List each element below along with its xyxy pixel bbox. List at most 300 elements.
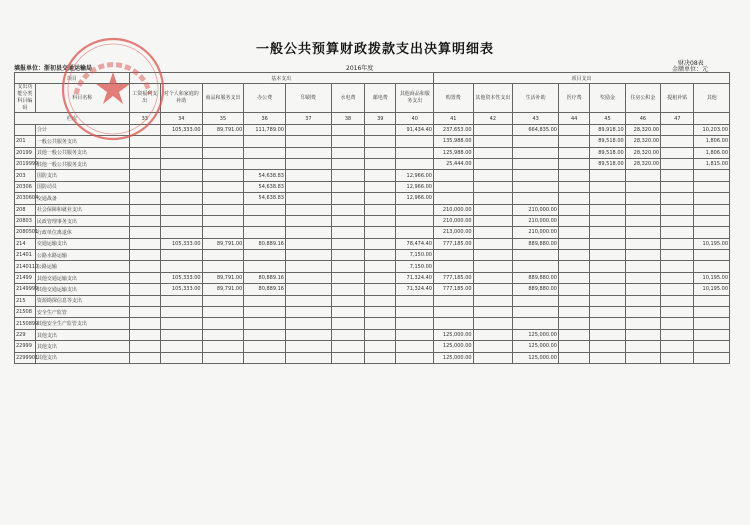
row-value (244, 158, 286, 169)
header-row-groups (15, 73, 730, 84)
row-value (694, 318, 730, 329)
header-col: 住房公积金 (625, 84, 660, 113)
row-value (285, 170, 331, 181)
row-value (590, 295, 625, 306)
row-value (202, 352, 244, 363)
row-value: 125,000.00 (513, 352, 559, 363)
row-value (285, 136, 331, 147)
row-value (160, 181, 202, 192)
row-value (590, 261, 625, 272)
row-value (559, 352, 590, 363)
row-value (160, 341, 202, 352)
row-value: 91,434.40 (396, 124, 434, 135)
col-index: 47 (661, 113, 694, 124)
row-value (160, 329, 202, 340)
row-value: 1,806.00 (694, 136, 730, 147)
row-subject-name: 民政管理事务支出 (35, 215, 129, 226)
header-col: 购置费 (433, 84, 473, 113)
table-row (15, 193, 730, 204)
row-value (473, 307, 513, 318)
header-col: 印刷费 (285, 84, 331, 113)
row-value (202, 261, 244, 272)
row-value (129, 170, 160, 181)
row-value: 54,638.83 (244, 181, 286, 192)
row-value (244, 352, 286, 363)
row-value (285, 284, 331, 295)
row-value (202, 215, 244, 226)
row-value (661, 352, 694, 363)
reporting-unit: 填报单位：浙初县交通运输局 (14, 65, 93, 72)
row-value: 210,000.00 (513, 227, 559, 238)
row-value: 7,150.00 (396, 250, 434, 261)
col-index: 45 (590, 113, 625, 124)
row-subject-name: 国防动员 (35, 181, 129, 192)
table-row (15, 261, 730, 272)
row-value (559, 147, 590, 158)
row-value (244, 147, 286, 158)
row-subject-name: 其他一般公共服务支出 (35, 147, 129, 158)
col-index: 35 (202, 113, 244, 124)
row-value: 80,889.16 (244, 272, 286, 283)
row-code: 20803 (15, 215, 36, 226)
row-code: 2030604 (15, 193, 36, 204)
row-value (160, 170, 202, 181)
row-value: 125,000.00 (433, 352, 473, 363)
row-value (331, 352, 364, 363)
row-value (331, 124, 364, 135)
row-value (694, 204, 730, 215)
row-value (365, 307, 396, 318)
row-value (396, 352, 434, 363)
row-value: 71,324.40 (396, 272, 434, 283)
row-value (625, 318, 660, 329)
row-value (513, 181, 559, 192)
row-value (396, 158, 434, 169)
row-value (285, 329, 331, 340)
row-value (365, 295, 396, 306)
row-code: 2080501 (15, 227, 36, 238)
row-value (202, 136, 244, 147)
row-subject-name: 社会保障和就业支出 (35, 204, 129, 215)
row-value (590, 318, 625, 329)
row-code: 215 (15, 295, 36, 306)
row-value (694, 227, 730, 238)
row-value: 125,000.00 (433, 329, 473, 340)
row-value (473, 193, 513, 204)
row-value (365, 238, 396, 249)
row-value (365, 272, 396, 283)
row-value (202, 227, 244, 238)
page-title: 一般公共预算财政拨款支出决算明细表 (255, 42, 494, 57)
row-value (625, 261, 660, 272)
row-value (559, 193, 590, 204)
row-value (396, 204, 434, 215)
row-value: 89,518.00 (590, 136, 625, 147)
row-value (625, 204, 660, 215)
row-code: 22999 (15, 341, 36, 352)
row-value (202, 307, 244, 318)
row-value (160, 227, 202, 238)
row-value (202, 250, 244, 261)
row-value (129, 295, 160, 306)
col-index: 36 (244, 113, 286, 124)
row-value (694, 307, 730, 318)
row-value (473, 181, 513, 192)
row-value (285, 227, 331, 238)
row-value (244, 341, 286, 352)
row-value (160, 136, 202, 147)
row-value (365, 204, 396, 215)
row-subject-name: 合计 (35, 124, 129, 135)
row-subject-name: 公路运输 (35, 261, 129, 272)
row-value (331, 181, 364, 192)
row-value: 135,988.00 (433, 136, 473, 147)
row-value (202, 329, 244, 340)
row-value (285, 158, 331, 169)
row-value (513, 318, 559, 329)
row-value (244, 215, 286, 226)
row-value: 89,791.00 (202, 272, 244, 283)
row-value (365, 227, 396, 238)
row-value: 78,474.40 (396, 238, 434, 249)
row-value (559, 136, 590, 147)
row-value (694, 329, 730, 340)
row-value (473, 227, 513, 238)
row-value (625, 250, 660, 261)
row-value (559, 158, 590, 169)
row-value (365, 318, 396, 329)
form-number: 财决08表 (678, 60, 704, 67)
row-value (396, 227, 434, 238)
row-value (433, 318, 473, 329)
header-col: 生活补助 (513, 84, 559, 113)
row-value (661, 295, 694, 306)
row-value: 89,791.00 (202, 124, 244, 135)
row-value (202, 204, 244, 215)
header-code: 支出功能分类科目编码 (15, 84, 36, 113)
row-value: 125,000.00 (433, 341, 473, 352)
row-value: 125,000.00 (513, 329, 559, 340)
row-value (285, 352, 331, 363)
row-value: 10,203.00 (694, 124, 730, 135)
row-value (365, 136, 396, 147)
row-value (160, 352, 202, 363)
row-value: 105,333.00 (160, 124, 202, 135)
row-value (625, 193, 660, 204)
row-value (590, 352, 625, 363)
table-row (15, 352, 730, 363)
row-value (129, 318, 160, 329)
row-value (694, 170, 730, 181)
row-subject-name: 其他支出 (35, 341, 129, 352)
row-value: 213,000.00 (433, 227, 473, 238)
table-body (15, 124, 730, 363)
row-value (129, 193, 160, 204)
row-code (15, 124, 36, 135)
row-value (694, 341, 730, 352)
row-value (244, 295, 286, 306)
header-col: 医疗费 (559, 84, 590, 113)
row-value (513, 250, 559, 261)
row-value: 210,000.00 (513, 204, 559, 215)
table-row (15, 170, 730, 181)
row-value: 210,000.00 (513, 215, 559, 226)
header-col: 其他商品和服务支出 (396, 84, 434, 113)
table-row (15, 204, 730, 215)
row-value (661, 181, 694, 192)
row-value (365, 250, 396, 261)
row-value (160, 295, 202, 306)
row-value: 889,880.00 (513, 238, 559, 249)
row-value (331, 204, 364, 215)
row-value (365, 147, 396, 158)
row-value (244, 204, 286, 215)
row-value (244, 329, 286, 340)
row-subject-name: 一般公共服务支出 (35, 136, 129, 147)
row-value: 89,918.10 (590, 124, 625, 135)
row-value (433, 295, 473, 306)
header-project: 项目 (15, 73, 130, 84)
expenditure-table (14, 72, 730, 364)
row-value (331, 295, 364, 306)
row-subject-name: 其他交通运输支出 (35, 284, 129, 295)
row-value (661, 158, 694, 169)
row-value: 71,324.40 (396, 284, 434, 295)
row-value (129, 329, 160, 340)
row-value (559, 272, 590, 283)
row-value (473, 204, 513, 215)
row-value (285, 204, 331, 215)
row-value (285, 124, 331, 135)
row-value (285, 261, 331, 272)
row-value (331, 193, 364, 204)
row-value (694, 261, 730, 272)
row-value (285, 272, 331, 283)
row-value (160, 318, 202, 329)
row-value (590, 238, 625, 249)
row-value: 89,518.00 (590, 158, 625, 169)
row-value (396, 307, 434, 318)
row-subject-name: 其他一般公共服务支出 (35, 158, 129, 169)
row-value: 777,185.00 (433, 272, 473, 283)
row-value (331, 329, 364, 340)
row-subject-name: 安全生产监管 (35, 307, 129, 318)
row-subject-name: 其他交通运输支出 (35, 272, 129, 283)
row-value (590, 341, 625, 352)
row-value (661, 215, 694, 226)
row-value (625, 215, 660, 226)
row-code: 214 (15, 238, 36, 249)
row-code: 229 (15, 329, 36, 340)
row-value (513, 261, 559, 272)
row-value (365, 284, 396, 295)
row-value (331, 215, 364, 226)
row-value (285, 215, 331, 226)
row-value (396, 215, 434, 226)
row-value (202, 181, 244, 192)
row-value: 12,966.00 (396, 193, 434, 204)
row-value: 125,988.00 (433, 147, 473, 158)
row-value (559, 295, 590, 306)
row-code: 2140110 (15, 261, 36, 272)
row-subject-name: 其他支出 (35, 329, 129, 340)
row-value (160, 261, 202, 272)
col-index: 42 (473, 113, 513, 124)
header-col: 工资福利支出 (129, 84, 160, 113)
row-value (129, 204, 160, 215)
row-value (590, 284, 625, 295)
row-code: 2019999 (15, 158, 36, 169)
row-value: 237,653.00 (433, 124, 473, 135)
table-row (15, 136, 730, 147)
row-code: 208 (15, 204, 36, 215)
row-value (129, 261, 160, 272)
header-row-columns (15, 84, 730, 113)
row-value: 10,195.00 (694, 238, 730, 249)
header-col: 提租补贴 (661, 84, 694, 113)
row-value (129, 158, 160, 169)
row-value (473, 341, 513, 352)
table-row (15, 341, 730, 352)
row-value (513, 193, 559, 204)
row-value (331, 284, 364, 295)
row-value (285, 147, 331, 158)
row-value: 664,835.00 (513, 124, 559, 135)
row-value (396, 329, 434, 340)
row-value (694, 181, 730, 192)
row-value (202, 193, 244, 204)
table-row (15, 124, 730, 135)
row-value (694, 193, 730, 204)
row-value (396, 136, 434, 147)
row-value (473, 261, 513, 272)
row-value: 89,791.00 (202, 284, 244, 295)
row-value (513, 170, 559, 181)
row-subject-name: 国防支出 (35, 170, 129, 181)
row-subject-name: 公路水路运输 (35, 250, 129, 261)
row-value (559, 170, 590, 181)
row-value (590, 215, 625, 226)
row-value (331, 136, 364, 147)
row-value (285, 250, 331, 261)
row-value (559, 329, 590, 340)
row-value (365, 124, 396, 135)
col-index: 37 (285, 113, 331, 124)
row-value (473, 136, 513, 147)
row-value (590, 227, 625, 238)
row-value: 889,880.00 (513, 284, 559, 295)
row-value (661, 124, 694, 135)
table-row (15, 329, 730, 340)
table-row (15, 147, 730, 158)
row-value: 25,444.00 (433, 158, 473, 169)
row-value (129, 136, 160, 147)
row-value (331, 238, 364, 249)
row-value (331, 158, 364, 169)
header-col: 办公费 (244, 84, 286, 113)
row-code: 20306 (15, 181, 36, 192)
row-value: 89,791.00 (202, 238, 244, 249)
col-index: 41 (433, 113, 473, 124)
row-value (129, 227, 160, 238)
row-value (160, 250, 202, 261)
row-subject-name: 交通运输支出 (35, 238, 129, 249)
row-subject-name: 其他安全生产监管支出 (35, 318, 129, 329)
row-value (129, 147, 160, 158)
row-value (513, 158, 559, 169)
row-value (202, 295, 244, 306)
header-col: 其他资本性支出 (473, 84, 513, 113)
row-code: 20199 (15, 147, 36, 158)
row-subject-name: 行政单位离退休 (35, 227, 129, 238)
row-value (513, 295, 559, 306)
row-value (331, 227, 364, 238)
row-value (694, 215, 730, 226)
row-subject-name: 交通战备 (35, 193, 129, 204)
row-value (559, 204, 590, 215)
row-value (331, 170, 364, 181)
row-value (590, 204, 625, 215)
row-value (244, 261, 286, 272)
row-value (590, 307, 625, 318)
row-value (396, 295, 434, 306)
row-value (661, 204, 694, 215)
row-value (590, 329, 625, 340)
row-value (661, 136, 694, 147)
row-value: 10,195.00 (694, 284, 730, 295)
row-value (559, 307, 590, 318)
row-value (331, 272, 364, 283)
row-value (590, 272, 625, 283)
row-value (285, 307, 331, 318)
row-code: 2149999 (15, 284, 36, 295)
row-value (559, 215, 590, 226)
row-value: 125,000.00 (513, 341, 559, 352)
row-value (590, 181, 625, 192)
row-value: 89,518.00 (590, 147, 625, 158)
header-row-index (15, 113, 730, 124)
row-value (559, 261, 590, 272)
row-value (433, 261, 473, 272)
row-code: 2150899 (15, 318, 36, 329)
row-value: 28,320.00 (625, 124, 660, 135)
row-value (473, 295, 513, 306)
row-value (129, 352, 160, 363)
row-value (202, 170, 244, 181)
row-value (433, 250, 473, 261)
row-value: 105,333.00 (160, 284, 202, 295)
header-col: 水电费 (331, 84, 364, 113)
row-value (331, 318, 364, 329)
row-value (365, 341, 396, 352)
header-col: 其他 (694, 84, 730, 113)
row-value (625, 238, 660, 249)
row-value (625, 341, 660, 352)
row-value (661, 227, 694, 238)
row-value: 54,638.83 (244, 193, 286, 204)
row-value (625, 170, 660, 181)
row-code: 201 (15, 136, 36, 147)
row-value (202, 158, 244, 169)
col-index: 34 (160, 113, 202, 124)
col-index: 46 (625, 113, 660, 124)
row-value (559, 238, 590, 249)
currency-unit: 金额单位：元 (672, 66, 709, 73)
col-index: 33 (129, 113, 160, 124)
row-value (625, 329, 660, 340)
row-value (625, 352, 660, 363)
row-value (559, 284, 590, 295)
